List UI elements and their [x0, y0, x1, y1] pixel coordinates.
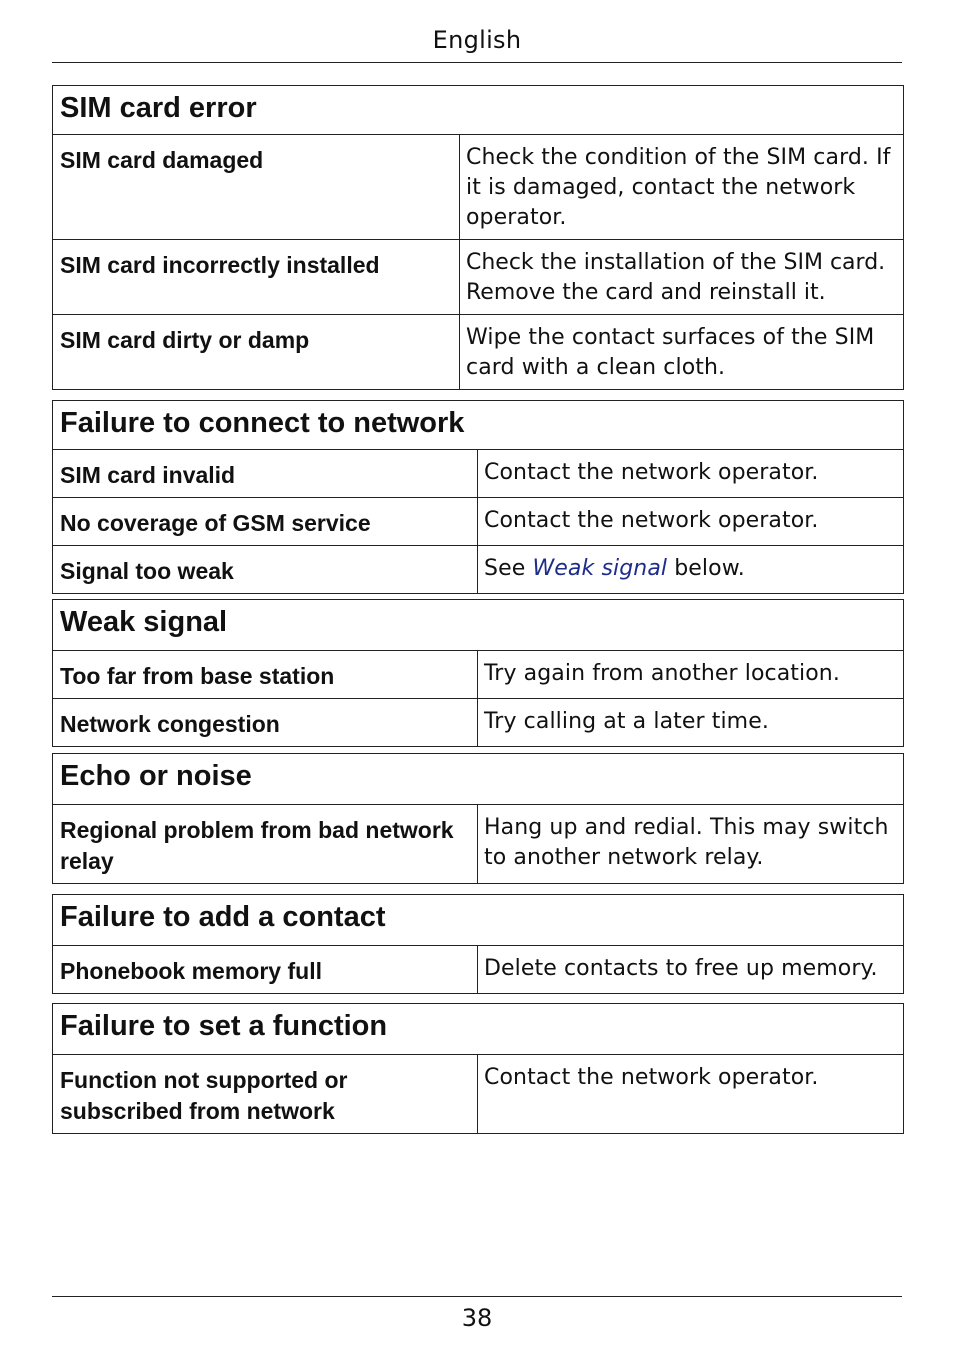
- table-row: [53, 135, 904, 240]
- table-row: [53, 699, 904, 747]
- section-title: Failure to set a function: [53, 1004, 904, 1055]
- table-row: [53, 946, 904, 994]
- section-header-row: [53, 401, 904, 450]
- table-row: [53, 651, 904, 699]
- table-row: [53, 1055, 904, 1134]
- table-row: [53, 805, 904, 884]
- table-row: [53, 498, 904, 546]
- cause-cell: No coverage of GSM service: [53, 498, 478, 546]
- section-header-row: [53, 1004, 904, 1055]
- footer-divider: [52, 1296, 902, 1297]
- troubleshooting-table-weak-signal: [52, 599, 904, 747]
- section-title: Weak signal: [53, 600, 904, 651]
- page-header-language: English: [432, 26, 522, 54]
- cause-cell: SIM card incorrectly installed: [53, 240, 460, 315]
- troubleshooting-table-failure-to-add-contact: [52, 894, 904, 994]
- table-row: [53, 315, 904, 390]
- weak-signal-link[interactable]: Weak signal: [532, 556, 668, 581]
- page-number: 38: [461, 1304, 493, 1332]
- table-row: [53, 450, 904, 498]
- remedy-cell: Check the condition of the SIM card. If it is damaged, contact the network operator.: [460, 135, 904, 240]
- cause-cell: Too far from base station: [53, 651, 478, 699]
- cause-cell: SIM card invalid: [53, 450, 478, 498]
- cause-cell: Network congestion: [53, 699, 478, 747]
- cause-cell: Phonebook memory full: [53, 946, 478, 994]
- remedy-cell: [478, 546, 904, 594]
- remedy-cell: Contact the network operator.: [478, 498, 904, 546]
- remedy-cell: Try calling at a later time.: [478, 699, 904, 747]
- cause-cell: SIM card damaged: [53, 135, 460, 240]
- troubleshooting-table-failure-to-set-function: [52, 1003, 904, 1134]
- remedy-cell: Check the installation of the SIM card. Remove the card and reinstall it.: [460, 240, 904, 315]
- remedy-cell: Try again from another location.: [478, 651, 904, 699]
- header-divider: [52, 62, 902, 63]
- remedy-cell: Delete contacts to free up memory.: [478, 946, 904, 994]
- remedy-prefix: See: [484, 556, 533, 581]
- section-title: SIM card error: [53, 86, 904, 135]
- remedy-cell: Hang up and redial. This may switch to another network relay.: [478, 805, 904, 884]
- section-header-row: [53, 86, 904, 135]
- section-header-row: [53, 754, 904, 805]
- cause-cell: SIM card dirty or damp: [53, 315, 460, 390]
- remedy-suffix: below.: [667, 556, 745, 581]
- troubleshooting-table-sim-card-error: [52, 85, 904, 390]
- remedy-cell: Contact the network operator.: [478, 450, 904, 498]
- table-row: [53, 240, 904, 315]
- section-header-row: [53, 895, 904, 946]
- section-title: Echo or noise: [53, 754, 904, 805]
- cause-cell: Regional problem from bad network relay: [53, 805, 478, 884]
- troubleshooting-table-failure-to-connect: [52, 400, 904, 594]
- section-title: Failure to add a contact: [53, 895, 904, 946]
- table-row: [53, 546, 904, 594]
- remedy-cell: Wipe the contact surfaces of the SIM card with a clean cloth.: [460, 315, 904, 390]
- remedy-cell: Contact the network operator.: [478, 1055, 904, 1134]
- cause-cell: Signal too weak: [53, 546, 478, 594]
- section-header-row: [53, 600, 904, 651]
- troubleshooting-table-echo-or-noise: [52, 753, 904, 884]
- section-title: Failure to connect to network: [53, 401, 904, 450]
- cause-cell: Function not supported or subscribed from network: [53, 1055, 478, 1134]
